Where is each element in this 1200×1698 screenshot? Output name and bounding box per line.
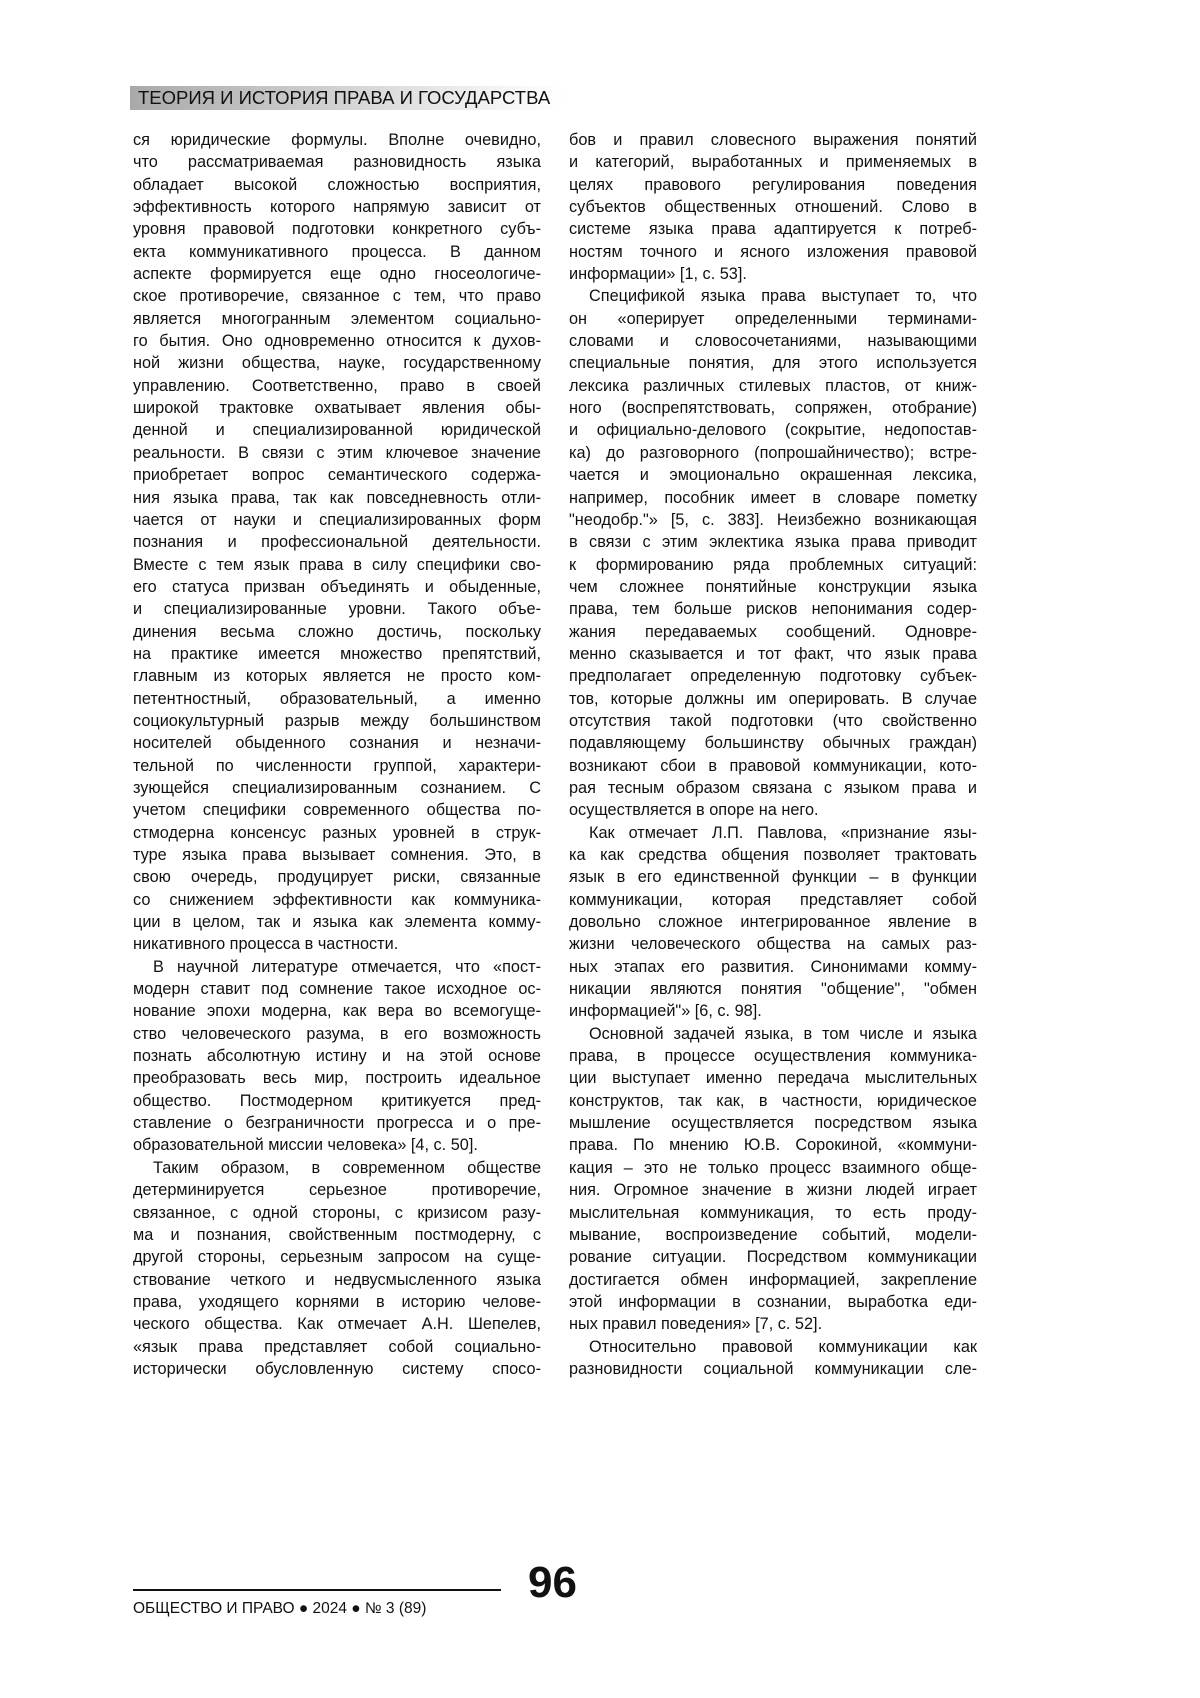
text-line: права, в процессе осуществления коммуника- — [569, 1045, 977, 1067]
paragraph — [569, 1023, 977, 1336]
page-number: 96 — [528, 1558, 577, 1608]
text-line: никативного процесса в частности. — [133, 933, 541, 955]
text-line: другой стороны, серьезным запросом на суще- — [133, 1246, 541, 1268]
text-line: аспекте формируется еще одно гносеологиче- — [133, 263, 541, 285]
text-line: главным из которых является не просто ком- — [133, 665, 541, 687]
text-line: ствование четкого и недвусмысленного языка — [133, 1269, 541, 1291]
text-line: В научной литературе отмечается, что «пост- — [133, 956, 541, 978]
text-line: права. По мнению Ю.В. Сорокиной, «коммуни- — [569, 1134, 977, 1156]
text-line: права, уходящего корнями в историю челове- — [133, 1291, 541, 1313]
text-line: Спецификой языка права выступает то, что — [569, 285, 977, 307]
text-line: приобретает вопрос семантического содержа- — [133, 464, 541, 486]
text-line: системе языка права адаптируется к потреб- — [569, 218, 977, 240]
text-line: ка) до разговорного (попрошайничество); встре- — [569, 442, 977, 464]
text-line: достигается обмен информацией, закрепление — [569, 1269, 977, 1291]
text-line: преобразовать весь мир, построить идеальное — [133, 1067, 541, 1089]
text-line: Таким образом, в современном обществе — [133, 1157, 541, 1179]
text-line: этой информации в сознании, выработка еди- — [569, 1291, 977, 1313]
paragraph — [569, 129, 977, 285]
text-line: чем сложнее понятийные конструкции языка — [569, 576, 977, 598]
text-line: учетом специфики современного общества по- — [133, 799, 541, 821]
text-line: ностям точного и ясного изложения правовой — [569, 241, 977, 263]
text-line: свою очередь, продуцирует риски, связанные — [133, 866, 541, 888]
text-line: познания и профессиональной деятельности. — [133, 531, 541, 553]
text-line: модерн ставит под сомнение такое исходное ос- — [133, 978, 541, 1000]
text-line: права, тем больше рисков непонимания содер- — [569, 598, 977, 620]
text-line: его статуса призван объединять и обыденные, — [133, 576, 541, 598]
text-line: мышление осуществляется посредством языка — [569, 1112, 977, 1134]
text-line: информацией"» [6, с. 98]. — [569, 1000, 977, 1022]
text-line: ных этапах его развития. Синонимами комму- — [569, 956, 977, 978]
text-line: со снижением эффективности как коммуника- — [133, 889, 541, 911]
text-line: тов, которые должны им оперировать. В случае — [569, 688, 977, 710]
text-line: и специализированные уровни. Такого объе- — [133, 598, 541, 620]
text-line: динения весьма сложно достичь, поскольку — [133, 621, 541, 643]
text-line: мывание, воспроизведение событий, модели- — [569, 1224, 977, 1246]
text-line: довольно сложное интегрированное явление в — [569, 911, 977, 933]
text-line: чается и эмоционально окрашенная лексика, — [569, 464, 977, 486]
text-line: ной жизни общества, науке, государственному — [133, 352, 541, 374]
text-line: коммуникации, которая представляет собой — [569, 889, 977, 911]
text-line: в связи с этим эклектика языка права приводит — [569, 531, 977, 553]
text-line: язык в его единственной функции – в функции — [569, 866, 977, 888]
text-line: социокультурный разрыв между большинством — [133, 710, 541, 732]
text-line: ния языка права, так как повседневность отли- — [133, 487, 541, 509]
text-line: отсутствия такой подготовки (что свойственно — [569, 710, 977, 732]
text-line: субъектов общественных отношений. Слово в — [569, 196, 977, 218]
text-column-right — [569, 129, 977, 1380]
text-line: ции выступает именно передача мыслительных — [569, 1067, 977, 1089]
text-line: является многогранным элементом социально- — [133, 308, 541, 330]
text-column-left — [133, 129, 541, 1380]
text-line: возникают сбои в правовой коммуникации, кото- — [569, 755, 977, 777]
text-line: целях правового регулирования поведения — [569, 174, 977, 196]
paragraph — [133, 1157, 541, 1380]
text-line: никации являются понятия "общение", "обмен — [569, 978, 977, 1000]
text-line: словами и словосочетаниями, называющими — [569, 330, 977, 352]
paragraph — [133, 956, 541, 1157]
text-line: детерминируется серьезное противоречие, — [133, 1179, 541, 1201]
text-line: тельной по численности группой, характери- — [133, 755, 541, 777]
text-line: рая тесным образом связана с языком права и — [569, 777, 977, 799]
text-line: менно сказывается и тот факт, что язык права — [569, 643, 977, 665]
text-line: ных правил поведения» [7, с. 52]. — [569, 1313, 977, 1335]
paragraph — [569, 1336, 977, 1381]
text-line: познать абсолютную истину и на этой основе — [133, 1045, 541, 1067]
text-line: и категорий, выработанных и применяемых в — [569, 151, 977, 173]
section-title: ТЕОРИЯ И ИСТОРИЯ ПРАВА И ГОСУДАРСТВА — [138, 87, 550, 109]
text-line: "неодобр."» [5, с. 383]. Неизбежно возникающая — [569, 509, 977, 531]
text-line: го бытия. Оно одновременно относится к духов- — [133, 330, 541, 352]
text-line: ставление о безграничности прогресса и о пре- — [133, 1112, 541, 1134]
text-line: осуществляется в опоре на него. — [569, 799, 977, 821]
text-line: стмодерна консенсус разных уровней в струк- — [133, 822, 541, 844]
text-line: екта коммуникативного процесса. В данном — [133, 241, 541, 263]
text-line: Относительно правовой коммуникации как — [569, 1336, 977, 1358]
footer-rule — [133, 1589, 501, 1591]
text-line: жизни человеческого общества на самых раз- — [569, 933, 977, 955]
text-line: к формированию ряда проблемных ситуаций: — [569, 554, 977, 576]
text-line: на практике имеется множество препятствий, — [133, 643, 541, 665]
text-line: ного (воспрепятствовать, сопряжен, отобрание) — [569, 397, 977, 419]
text-line: ческого общества. Как отмечает А.Н. Шепелев, — [133, 1313, 541, 1335]
text-line: мыслительная коммуникация, то есть проду- — [569, 1202, 977, 1224]
text-line: бов и правил словесного выражения понятий — [569, 129, 977, 151]
text-line: «язык права представляет собой социально- — [133, 1336, 541, 1358]
text-line: уровня правовой подготовки конкретного субъ- — [133, 218, 541, 240]
text-line: ское противоречие, связанное с тем, что право — [133, 285, 541, 307]
paragraph — [569, 822, 977, 1023]
text-line: зующейся специализированным сознанием. С — [133, 777, 541, 799]
text-line: Основной задачей языка, в том числе и языка — [569, 1023, 977, 1045]
text-line: специальные понятия, для этого используется — [569, 352, 977, 374]
text-line: широкой трактовке охватывает явления обы- — [133, 397, 541, 419]
text-line: информации» [1, с. 53]. — [569, 263, 977, 285]
text-line: ся юридические формулы. Вполне очевидно, — [133, 129, 541, 151]
text-line: Вместе с тем язык права в силу специфики сво- — [133, 554, 541, 576]
text-line: Как отмечает Л.П. Павлова, «признание язы- — [569, 822, 977, 844]
text-line: ство человеческого разума, в его возможность — [133, 1023, 541, 1045]
text-line: рование ситуации. Посредством коммуникации — [569, 1246, 977, 1268]
text-line: эффективность которого напрямую зависит от — [133, 196, 541, 218]
text-line: нование эпохи модерна, как вера во всемогуще- — [133, 1000, 541, 1022]
paragraph — [133, 129, 541, 956]
text-line: обладает высокой сложностью восприятия, — [133, 174, 541, 196]
text-line: например, пособник имеет в словаре пометку — [569, 487, 977, 509]
text-line: связанное, с одной стороны, с кризисом разу- — [133, 1202, 541, 1224]
text-line: туре языка права вызывает сомнения. Это, в — [133, 844, 541, 866]
text-line: общество. Постмодерном критикуется пред- — [133, 1090, 541, 1112]
text-line: лексика различных стилевых пластов, от книж- — [569, 375, 977, 397]
text-line: исторически обусловленную систему спосо- — [133, 1358, 541, 1380]
text-line: ции в целом, так и языка как элемента комму- — [133, 911, 541, 933]
text-line: жания передаваемых сообщений. Одновре- — [569, 621, 977, 643]
text-line: ка как средства общения позволяет трактовать — [569, 844, 977, 866]
text-line: петентностный, образовательный, а именно — [133, 688, 541, 710]
text-line: носителей обыденного сознания и незначи- — [133, 732, 541, 754]
text-line: что рассматриваемая разновидность языка — [133, 151, 541, 173]
text-line: образовательной миссии человека» [4, с. 50]. — [133, 1134, 541, 1156]
text-line: предполагает определенную подготовку субъек- — [569, 665, 977, 687]
text-line: чается от науки и специализированных форм — [133, 509, 541, 531]
text-line: кация – это не только процесс взаимного обще- — [569, 1157, 977, 1179]
journal-footer: ОБЩЕСТВО И ПРАВО ● 2024 ● № 3 (89) — [133, 1600, 426, 1618]
text-line: разновидности социальной коммуникации сле- — [569, 1358, 977, 1380]
text-line: денной и специализированной юридической — [133, 419, 541, 441]
text-line: и официально-делового (сокрытие, недопостав- — [569, 419, 977, 441]
text-line: управлению. Соответственно, право в своей — [133, 375, 541, 397]
text-line: он «оперирует определенными терминами- — [569, 308, 977, 330]
paragraph — [569, 285, 977, 821]
text-line: реальности. В связи с этим ключевое значение — [133, 442, 541, 464]
text-line: ния. Огромное значение в жизни людей играет — [569, 1179, 977, 1201]
text-line: ма и познания, свойственным постмодерну, с — [133, 1224, 541, 1246]
text-line: подавляющему большинству обычных граждан) — [569, 732, 977, 754]
text-line: конструктов, так как, в частности, юридическое — [569, 1090, 977, 1112]
